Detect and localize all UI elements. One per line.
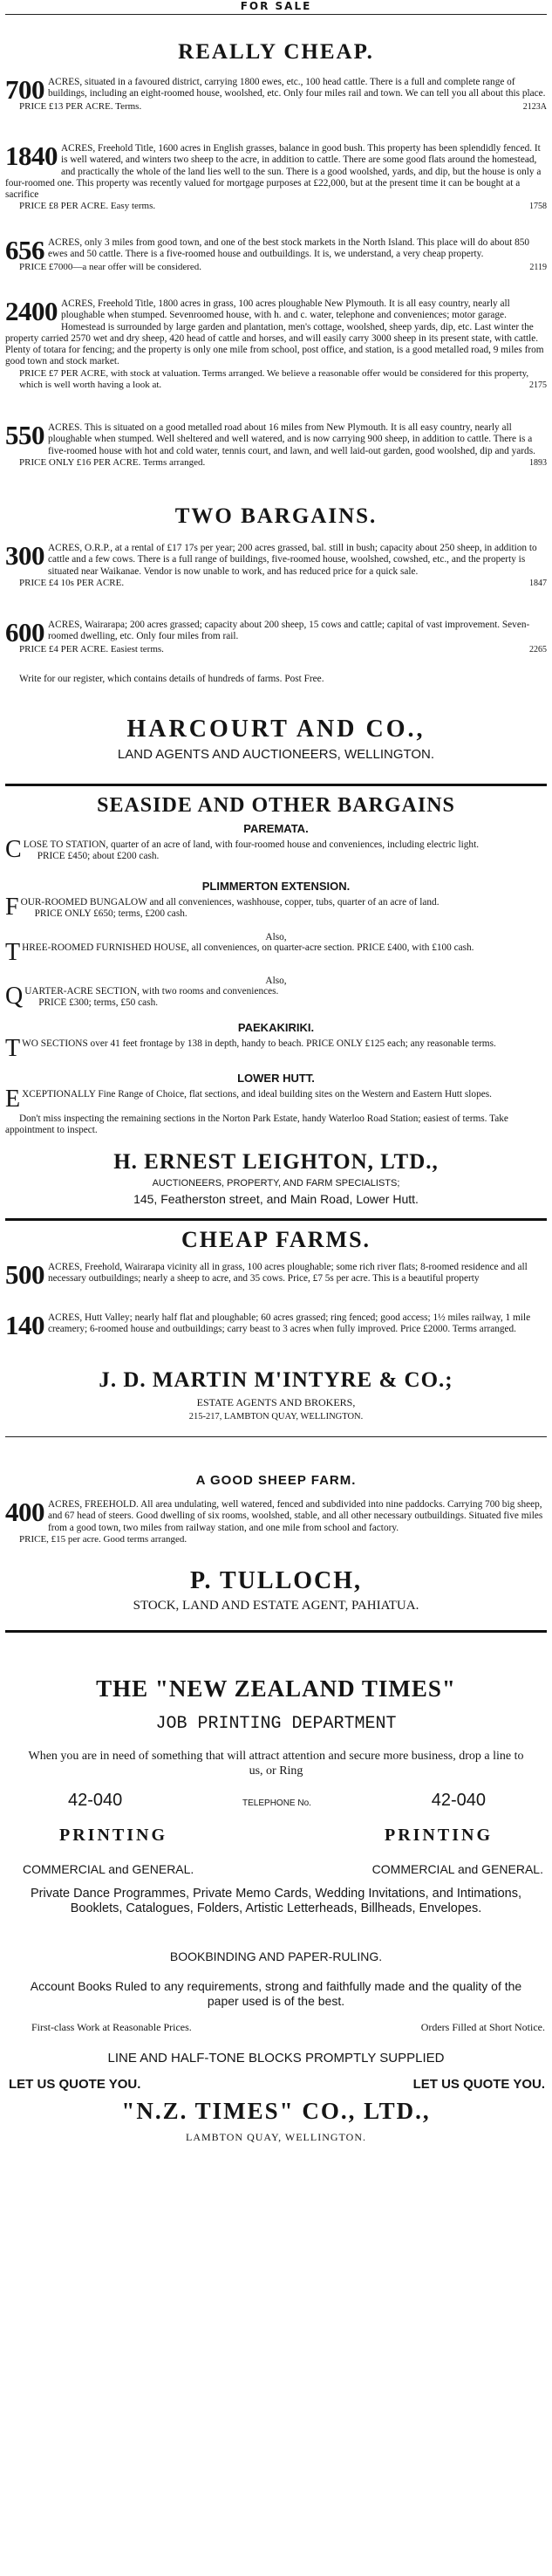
entry-text: ACRES, Freehold, Wairarapa vicinity all in grass, 100 acres ploughable; some rich river flats; 8-roomed residence and all necessary outbuildings; nearly a sheep to acre, and 35 cows. Price, £7 5s per acre. This is a beautiful property [48, 1262, 528, 1285]
first-class-work: First-class Work at Reasonable Prices. [31, 2021, 192, 2033]
printing-row [5, 1826, 547, 1846]
ref-number: 2175 [529, 380, 547, 391]
telephone-row [5, 1791, 547, 1811]
ref-number: 1847 [529, 578, 547, 588]
printing-right: PRINTING [384, 1826, 493, 1845]
quality-row [5, 2021, 547, 2034]
account-books-text: Account Books Ruled to any requirements, strong and faithfully made and the quality of the paper used is of the best. [30, 1979, 522, 2008]
entry-price: PRICE £13 PER ACRE. Terms. 2123A [19, 101, 547, 112]
mcintyre-name: J. D. MARTIN M'INTYRE & CO.; [99, 1368, 453, 1392]
harcourt-subtitle: LAND AGENTS AND AUCTIONEERS, WELLINGTON. [117, 747, 435, 762]
acreage-number: 2400 [5, 296, 58, 326]
really-cheap-entry [5, 74, 547, 113]
quarter-acre-listing: QUARTER-ACRE SECTION, with two rooms and conveniences. PRICE £300; terms, £50 cash. [5, 983, 279, 1010]
really-cheap-heading: REALLY CHEAP. [178, 40, 374, 64]
really-cheap-entry [5, 422, 547, 469]
entry-price: PRICE £4 PER ACRE. Easiest terms. 2265 [19, 644, 547, 654]
two-bargains-entry [5, 617, 547, 655]
tulloch-line: STOCK, LAND AND ESTATE AGENT, PAHIATUA. [133, 1599, 419, 1613]
lower-hutt-subheading: LOWER HUTT. [237, 1072, 315, 1085]
nzt-company-name: "N.Z. TIMES" CO., LTD., [121, 2098, 431, 2124]
entry-price: PRICE £4 10s PER ACRE. 1847 [19, 577, 547, 588]
also-label: Also, [265, 976, 287, 986]
lower-hutt-listing: EXCEPTIONALLY Fine Range of Choice, flat sections, and ideal building sites on the Western and Eastern Hutt slopes. [5, 1086, 492, 1113]
acreage-number: 300 [5, 540, 44, 571]
drop-cap: T [5, 939, 21, 966]
leighton-line1: AUCTIONEERS, PROPERTY, AND FARM SPECIALISTS; [152, 1178, 400, 1189]
ref-number: 2265 [529, 645, 547, 654]
tulloch-name: P. TULLOCH, [189, 1567, 363, 1594]
furnished-house-listing: THREE-ROOMED FURNISHED HOUSE, all conveniences, on quarter-acre section. PRICE £400, with £100 cash. [5, 939, 474, 966]
entry-price: PRICE £7000—a near offer will be considered. 2119 [19, 262, 547, 272]
telephone-label: TELEPHONE No. [242, 1798, 311, 1808]
rule [5, 1436, 547, 1437]
plimmerton-subheading: PLIMMERTON EXTENSION. [201, 880, 351, 893]
really-cheap-entry [5, 298, 547, 391]
entry-text: ACRES. This is situated on a good metalled road about 16 miles from New Plymouth. It is all easy country, nearly all ploughable when stumped. Well sheltered and well watered, and is now carrying 900 sheep, in addition to cattle. There is a five-roomed house with hot and cold water, tennis court, and lawn, and well laid-out garden, good woolshed, dip and yards. [48, 422, 535, 456]
commercial-left: COMMERCIAL and GENERAL. [23, 1862, 194, 1876]
commercial-right: COMMERCIAL and GENERAL. [371, 1862, 543, 1876]
drop-cap: Q [5, 983, 24, 1010]
plimmerton-listing: FOUR-ROOMED BUNGALOW and all conveniences, washhouse, copper, tubs, quarter of an acre of land. PRICE ONLY £650; terms, £200 cash. [5, 894, 440, 921]
entry-text: ACRES, Wairarapa; 200 acres grassed; capacity about 200 sheep, 15 cows and cattle; capital of vast improvement. Seven-roomed dwelling, etc. Only four miles from rail. [48, 620, 530, 642]
nzt-subheading: JOB PRINTING DEPARTMENT [155, 1714, 397, 1734]
phone-right: 42-040 [431, 1791, 486, 1810]
quote-right: LET US QUOTE YOU. [412, 2077, 545, 2092]
printing-services-list: Private Dance Programmes, Private Memo Cards, Wedding Invitations, and Intimations, Booklets, Catalogues, Folders, Artistic Letterheads, Billheads, Envelopes. [30, 1887, 522, 1915]
entry-text: ACRES, only 3 miles from good town, and one of the best stock markets in the North Island. This place will do about 850 ewes and 50 cattle. There is a five-roomed house and outbuildings. It is, we understand, a very cheap property. [48, 237, 530, 260]
entry-price: PRICE ONLY £16 PER ACRE. Terms arranged. 1893 [19, 456, 547, 468]
quote-row [5, 2077, 547, 2092]
acreage-number: 700 [5, 74, 44, 105]
cheap-farms-entry [5, 1310, 547, 1340]
acreage-number: 400 [5, 1497, 44, 1527]
really-cheap-entry [5, 237, 547, 273]
phone-left: 42-040 [68, 1791, 123, 1810]
seaside-heading: SEASIDE AND OTHER BARGAINS [97, 794, 455, 817]
bookbinding-heading: BOOKBINDING AND PAPER-RULING. [169, 1949, 383, 1963]
mcintyre-address: 215-217, LAMBTON QUAY, WELLINGTON. [188, 1412, 364, 1422]
ref-number: 1893 [529, 457, 547, 468]
printing-left: PRINTING [59, 1826, 168, 1845]
nzt-address: LAMBTON QUAY, WELLINGTON. [185, 2131, 366, 2143]
cheap-farms-heading: CHEAP FARMS. [181, 1227, 371, 1252]
paekakariki-listing: TWO SECTIONS over 41 feet frontage by 138 in depth, handy to beach. PRICE ONLY £125 each; any reasonable terms. [5, 1035, 496, 1062]
cheap-farms-entry [5, 1259, 547, 1290]
ref-number: 2119 [529, 263, 547, 272]
sheep-farm-heading: A GOOD SHEEP FARM. [195, 1473, 357, 1488]
leighton-name: H. ERNEST LEIGHTON, LTD., [113, 1150, 439, 1174]
ref-number: 1758 [529, 202, 547, 212]
entry-price: PRICE £8 PER ACRE. Easy terms. 1758 [19, 201, 547, 212]
quarter-acre-price: PRICE £300; terms, £50 cash. [38, 997, 159, 1009]
norton-park-note: Don't miss inspecting the remaining sections in the Norton Park Estate, handy Waterloo Road Station; easiest of terms. Take appointment to inspect. [5, 1113, 508, 1136]
rule [5, 14, 547, 15]
entry-text: ACRES, Freehold Title, 1800 acres in grass, 100 acres ploughable New Plymouth. It is all easy country, nearly all ploughable when stumped. Sevenroomed house, with h. and c. water, telephone and conveniences; motor garage. Homestead is surrounded by large garden and plantation, men's cottage, woolshed, sheep yards, dip, etc. Last winter the property carried 2570 wet and dry sheep, 420 head of cattle and horses, and will easily carry 3000 sheep in its present state, with cattle. Plenty of totara for fencing; and the property is only one mile from school, post office, and station, is a good metalled road, 9 miles from good town and stock market. [5, 298, 544, 367]
entry-text: ACRES, Freehold Title, 1600 acres in English grasses, balance in good bush. This property has been splendidly fenced. It is well watered, and winters two sheep to the acre, in addition to cattle. There are some good flats around the homestead, and practically the whole of the land lies well to the sun. There is a good woolshed, yards, and dip, but the house is only a four-roomed one. This property was recently valued for mortgage purposes at £22,000, but at the present time it can be bought at a sacrifice [5, 143, 542, 201]
harcourt-name: HARCOURT AND CO., [126, 716, 426, 743]
paekakariki-subheading: PAEKAKIRIKI. [237, 1021, 315, 1034]
drop-cap: F [5, 894, 19, 921]
quote-left: LET US QUOTE YOU. [9, 2077, 141, 2092]
acreage-number: 656 [5, 235, 44, 265]
nzt-intro: When you are in need of something that will attract attention and secure more business, drop a line to us, or Ring [28, 1750, 524, 1778]
nzt-heading: THE "NEW ZEALAND TIMES" [96, 1675, 456, 1702]
acreage-number: 550 [5, 420, 44, 450]
entry-text: ACRES, O.R.P., at a rental of £17 17s per year; 200 acres grassed, bal. still in bush; capacity about 250 sheep, in addition to cattle and a few cows. There is a full range of buildings, five-roomed house, woolshed, cowshed, etc., and the property is situated near Waikanae. Vendor is now unable to work, and has reduced price for a quick sale. [48, 543, 537, 577]
mcintyre-line1: ESTATE AGENTS AND BROKERS, [196, 1396, 356, 1408]
paremata-subheading: PAREMATA. [243, 822, 309, 835]
rule [5, 1630, 547, 1633]
entry-text: ACRES, situated in a favoured district, carrying 1800 ewes, etc., 100 head cattle. There is a full and complete range of buildings, including an eight-roomed house, woolshed, etc. Only four miles rail and town. We can tell you all about this place. [48, 77, 546, 99]
sheep-farm-listing [5, 1499, 547, 1545]
commercial-row [5, 1862, 547, 1876]
ref-number: 2123A [522, 102, 547, 112]
drop-cap: C [5, 836, 22, 863]
orders-filled: Orders Filled at Short Notice. [420, 2021, 545, 2033]
entry-text: ACRES, Hutt Valley; nearly half flat and ploughable; 60 acres grassed; ring fenced; good access; 1½ miles railway, 1 mile creamery; 6-roomed house and outbuildings; carry beast to 3 acres when fully improved. Price £2000. Terms arranged. [48, 1312, 531, 1335]
acreage-number: 140 [5, 1310, 44, 1340]
two-bargains-heading: TWO BARGAINS. [174, 504, 378, 528]
rule [5, 784, 547, 786]
plimmerton-price: PRICE ONLY £650; terms, £200 cash. [34, 908, 187, 920]
acreage-number: 500 [5, 1259, 44, 1290]
entry-price: PRICE £7 PER ACRE, with stock at valuation. Terms arranged. We believe a reasonable offer would be considered for this property, which is well worth having a look at. 2175 [19, 367, 547, 391]
really-cheap-entry [5, 140, 547, 213]
entry-text: ACRES, FREEHOLD. All area undulating, well watered, fenced and subdivided into nine paddocks. Carrying 700 big sheep, and 67 head of steers. Good dwelling of six rooms, woolshed, stable, and all other necessary outbuildings. Situated five miles from a good town, two miles from railway station, and one mile from school and factory. [48, 1499, 543, 1533]
leighton-address: 145, Featherston street, and Main Road, Lower Hutt. [133, 1192, 419, 1206]
acreage-number: 600 [5, 617, 44, 647]
running-head: FOR SALE [240, 0, 312, 12]
drop-cap: T [5, 1035, 21, 1062]
also-label: Also, [265, 932, 287, 942]
drop-cap: E [5, 1086, 21, 1113]
paremata-listing: CLOSE TO STATION, quarter of an acre of land, with four-roomed house and conveniences, including electric light. PRICE £450; about £200 cash. [5, 836, 480, 863]
rule [5, 1218, 547, 1221]
paremata-price: PRICE £450; about £200 cash. [37, 851, 160, 862]
register-note: Write for our register, which contains details of hundreds of farms. Post Free. [19, 674, 324, 684]
blocks-line: LINE AND HALF-TONE BLOCKS PROMPTLY SUPPLIED [107, 2051, 445, 2066]
entry-price: PRICE, £15 per acre. Good terms arranged. [19, 1533, 187, 1545]
acreage-number: 1840 [5, 140, 58, 171]
two-bargains-entry [5, 540, 547, 589]
